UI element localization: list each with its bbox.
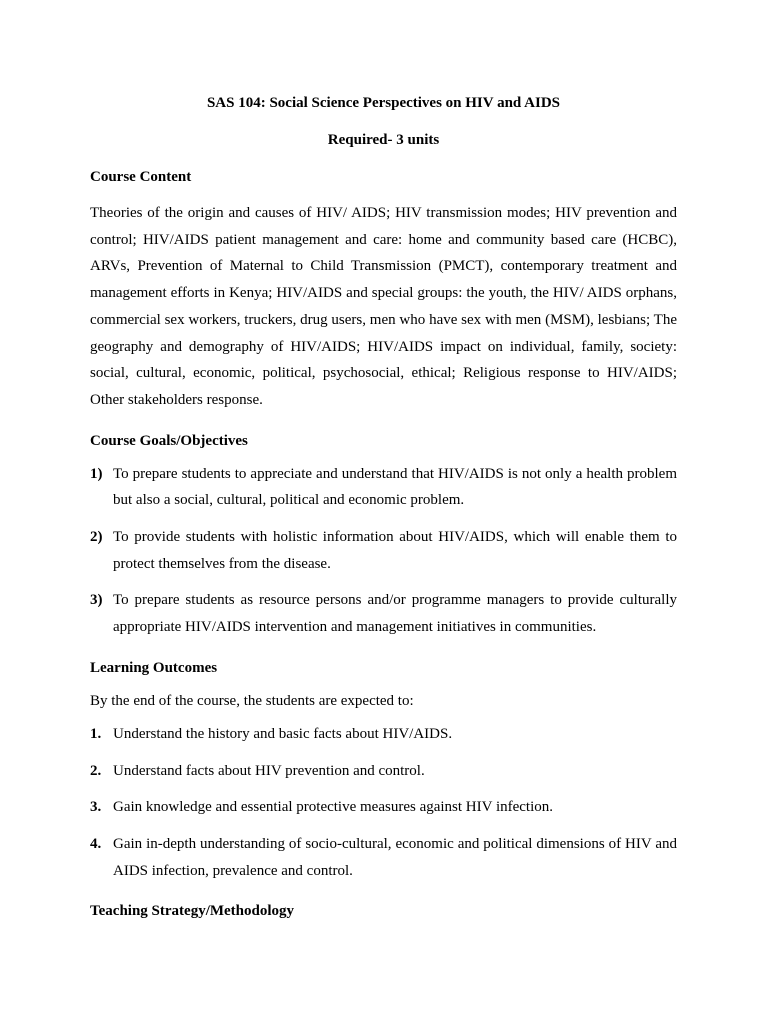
outcome-text: Understand facts about HIV prevention and control.	[113, 762, 425, 779]
outcomes-heading: Learning Outcomes	[90, 659, 218, 676]
outcome-text: Gain knowledge and essential protective measures against HIV infection.	[113, 799, 554, 816]
outcomes-intro: By the end of the course, the students are expected to:	[90, 692, 414, 709]
goals-list	[90, 461, 677, 641]
course-title: SAS 104: Social Science Perspectives on HIV and AIDS	[206, 95, 561, 111]
outcome-item	[90, 831, 677, 884]
goals-heading: Course Goals/Objectives	[90, 432, 248, 449]
document-page	[90, 93, 677, 921]
methodology-heading: Teaching Strategy/Methodology	[90, 903, 295, 920]
goal-item	[90, 524, 677, 577]
outcomes-list	[90, 721, 677, 885]
goal-number: 3)	[90, 592, 103, 609]
outcome-item	[90, 794, 677, 821]
course-content-text: Theories of the origin and causes of HIV/ AIDS; HIV transmission modes; HIV prevention and control; HIV/AIDS patient management and care: home and community based care (HCBC), ARVs, Prevention of Maternal to Child Transmission (PMCT), contemporary treatment and management efforts in Kenya; HIV/AIDS and special groups: the youth, the HIV/ AIDS orphans, commercial sex workers, truckers, drug users, men who have sex with men (MSM), lesbians; The geography and demography of HIV/AIDS; HIV/AIDS impact on individual, family, society: social, cultural, economic, political, psychosocial, ethical; Religious response to HIV/AIDS; Other stakeholders response.	[90, 205, 677, 408]
outcome-item	[90, 758, 677, 785]
goal-text: To provide students with holistic information about HIV/AIDS, which will enable them to protect themselves from the disease.	[113, 529, 677, 572]
goal-number: 1)	[90, 465, 103, 482]
outcome-text: Gain in-depth understanding of socio-cultural, economic and political dimensions of HIV and AIDS infection, prevalence and control.	[113, 835, 677, 879]
goal-item	[90, 587, 677, 640]
outcome-item	[90, 721, 677, 748]
goal-text: To prepare students as resource persons and/or programme managers to provide culturally appropriate HIV/AIDS intervention and management initiatives in communities.	[113, 592, 677, 636]
goal-text: To prepare students to appreciate and understand that HIV/AIDS is not only a health problem but also a social, cultural, political and economic problem.	[113, 465, 677, 509]
goal-number: 2)	[90, 529, 103, 546]
outcome-number: 1.	[90, 725, 102, 742]
outcome-number: 2.	[90, 762, 102, 779]
course-content-heading: Course Content	[90, 169, 192, 185]
outcome-number: 4.	[90, 835, 102, 852]
outcome-text: Understand the history and basic facts about HIV/AIDS.	[113, 725, 453, 742]
outcome-number: 3.	[90, 799, 102, 816]
goal-item	[90, 461, 677, 514]
course-requirement: Required- 3 units	[327, 132, 440, 148]
